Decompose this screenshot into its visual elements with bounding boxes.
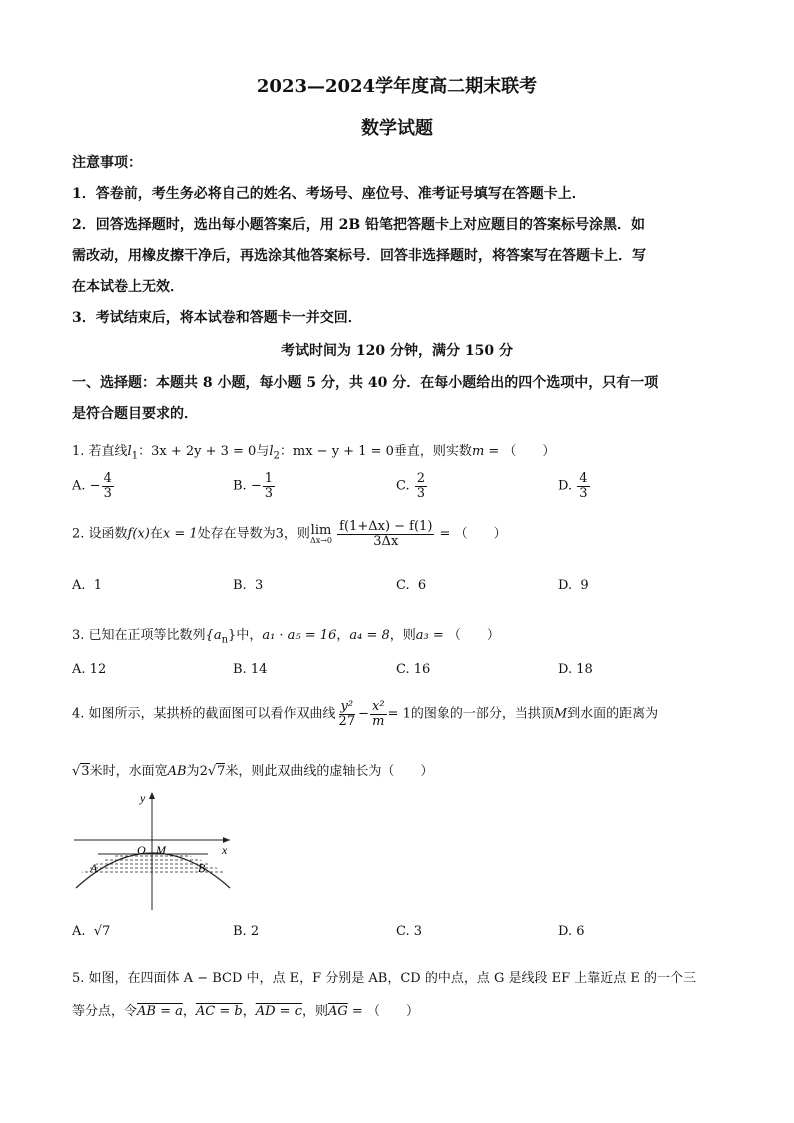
q3-option-b[interactable]: B. 14	[233, 662, 268, 677]
hyperbola-arch	[76, 853, 230, 888]
fig-label-A: A	[90, 861, 98, 875]
note-2c: 在本试卷上无效．	[72, 279, 184, 295]
notes-heading: 注意事项：	[72, 155, 142, 171]
question-3: 3. 已知在正项等比数列$\{a_n\}$中，a₁ · a₅ = 16，a₄ = 8，则a₃ = （ ）	[72, 628, 500, 646]
q4-option-b[interactable]: B. 2	[233, 924, 260, 939]
q3-option-a[interactable]: A. 12	[72, 662, 107, 677]
question-1: 1. 若直线$l_1$：3x + 2y + 3 = 0与$l_2$：mx − y + 1 = 0垂直，则实数m = （ ）	[72, 444, 556, 462]
question-4-line-1: 4. 如图所示，某拱桥的截面图可以看作双曲线 $\frac{\text{y²}}{27}$ − $\frac{\text{x²}}{m}$ = 1的图象的一部分，当拱顶M到水面的距离为	[72, 699, 659, 729]
q3-option-c[interactable]: C. 16	[396, 662, 431, 677]
q2-option-a[interactable]: A. 1	[72, 578, 103, 593]
question-5-line-2: 等分点，令AB = a，AC = b，AD = c，则$\overline{AG}$ = （ ）	[72, 1004, 419, 1019]
note-3: 3．考试结束后，将本试卷和答题卡一并交回．	[72, 310, 362, 326]
exam-subtitle: 数学试题	[361, 118, 433, 139]
fig-label-x: x	[222, 843, 228, 857]
q1-option-a[interactable]: A. − $\frac{4}{3}$	[72, 471, 112, 501]
q4-option-d[interactable]: D. 6	[558, 924, 585, 939]
fig-label-y: y	[140, 791, 146, 805]
section-line-1: 一、选择题：本题共 8 小题，每小题 5 分，共 40 分．在每小题给出的四个选项中，只有一项	[72, 375, 659, 391]
q1-option-c[interactable]: C. $\frac{2}{3}$	[396, 471, 426, 501]
fig-label-M: M	[156, 843, 166, 857]
fig-label-B: B	[198, 861, 206, 875]
question-2: 2. 设函数f(x)在x = 1处存在导数为3，则 lim Δx→0 $\frac{f(1+\Delta x) - f(1)}{3\Delta x}$ = （ ）	[72, 519, 507, 549]
question-4-line-2: √3米时，水面宽AB为2√7米，则此双曲线的虚轴长为（ ）	[72, 764, 434, 779]
q3-option-d[interactable]: D. 18	[558, 662, 593, 677]
note-2a: 2．回答选择题时，选出每小题答案后，用 2B 铅笔把答题卡上对应题目的答案标号涂黑．如	[72, 217, 646, 233]
y-axis-arrow-icon	[149, 792, 155, 799]
q2-option-c[interactable]: C. 6	[396, 578, 427, 593]
fig-label-O: O	[137, 843, 146, 857]
q1-option-d[interactable]: D. $\frac{4}{3}$	[558, 471, 588, 501]
note-2b: 需改动，用橡皮擦干净后，再选涂其他答案标号．回答非选择题时，将答案写在答题卡上．写	[72, 248, 646, 264]
q2-option-d[interactable]: D. 9	[558, 578, 589, 593]
q4-option-c[interactable]: C. 3	[396, 924, 423, 939]
exam-info: 考试时间为 120 分钟，满分 150 分	[281, 343, 513, 359]
q1-option-b[interactable]: B. − $\frac{1}{3}$	[233, 471, 274, 501]
section-line-2: 是符合题目要求的．	[72, 406, 198, 422]
q2-option-b[interactable]: B. 3	[233, 578, 264, 593]
q4-option-a[interactable]: A. √7	[72, 924, 111, 939]
arch-bridge-figure	[70, 788, 250, 913]
exam-title: 2023—2024学年度高二期末联考	[256, 76, 538, 97]
question-5-line-1: 5. 如图，在四面体 A − BCD 中，点 E，F 分别是 AB，CD 的中点，点 G 是线段 EF 上靠近点 E 的一个三	[72, 971, 697, 986]
note-1: 1．答卷前，考生务必将自己的姓名、考场号、座位号、准考证号填写在答题卡上．	[72, 186, 586, 202]
